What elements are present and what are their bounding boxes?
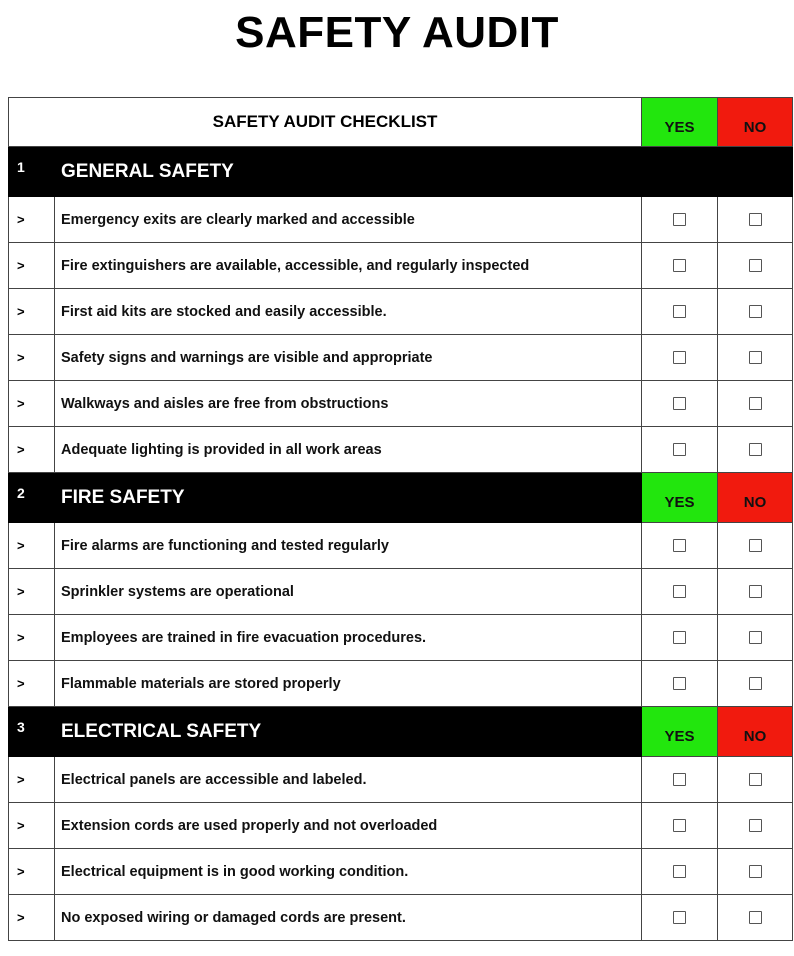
yes-checkbox[interactable] — [673, 443, 686, 456]
checklist-heading: SAFETY AUDIT CHECKLIST — [9, 98, 642, 147]
no-cell — [718, 661, 793, 707]
item-text: Emergency exits are clearly marked and accessible — [55, 197, 642, 243]
item-marker: > — [9, 803, 55, 849]
yes-checkbox[interactable] — [673, 259, 686, 272]
yes-checkbox[interactable] — [673, 819, 686, 832]
yes-checkbox[interactable] — [673, 585, 686, 598]
section-header-general-safety — [9, 147, 793, 197]
no-checkbox[interactable] — [749, 773, 762, 786]
section-number: 3 — [9, 707, 55, 757]
checklist-item-row — [9, 757, 793, 803]
yes-checkbox[interactable] — [673, 305, 686, 318]
yes-checkbox[interactable] — [673, 213, 686, 226]
section-number: 2 — [9, 473, 55, 523]
item-text: Fire alarms are functioning and tested regularly — [55, 523, 642, 569]
item-text: Electrical panels are accessible and labeled. — [55, 757, 642, 803]
yes-cell — [642, 661, 718, 707]
item-text: Fire extinguishers are available, accessible, and regularly inspected — [55, 243, 642, 289]
section-title: GENERAL SAFETY — [55, 147, 642, 197]
no-column-header: NO — [718, 707, 793, 757]
yes-checkbox[interactable] — [673, 911, 686, 924]
no-cell — [718, 427, 793, 473]
no-cell — [718, 757, 793, 803]
item-marker: > — [9, 197, 55, 243]
item-text: Safety signs and warnings are visible and appropriate — [55, 335, 642, 381]
item-marker: > — [9, 661, 55, 707]
yes-checkbox[interactable] — [673, 351, 686, 364]
checklist-item-row — [9, 523, 793, 569]
yes-checkbox[interactable] — [673, 773, 686, 786]
no-cell — [718, 523, 793, 569]
no-column-header: NO — [718, 473, 793, 523]
yes-cell — [642, 289, 718, 335]
item-text: Sprinkler systems are operational — [55, 569, 642, 615]
yes-cell — [642, 803, 718, 849]
checklist-item-row — [9, 895, 793, 941]
no-checkbox[interactable] — [749, 443, 762, 456]
safety-audit-table — [8, 97, 793, 941]
yes-checkbox[interactable] — [673, 397, 686, 410]
item-text: No exposed wiring or damaged cords are present. — [55, 895, 642, 941]
section-title: FIRE SAFETY — [55, 473, 642, 523]
section-header-blank — [718, 147, 793, 197]
yes-checkbox[interactable] — [673, 631, 686, 644]
yes-column-header: YES — [642, 473, 718, 523]
no-checkbox[interactable] — [749, 677, 762, 690]
no-cell — [718, 381, 793, 427]
item-marker: > — [9, 615, 55, 661]
no-checkbox[interactable] — [749, 819, 762, 832]
yes-column-header: YES — [642, 707, 718, 757]
checklist-item-row — [9, 243, 793, 289]
item-marker: > — [9, 335, 55, 381]
yes-cell — [642, 849, 718, 895]
item-marker: > — [9, 289, 55, 335]
yes-cell — [642, 197, 718, 243]
checklist-header-row — [9, 98, 793, 147]
checklist-item-row — [9, 427, 793, 473]
yes-cell — [642, 523, 718, 569]
section-header-fire-safety — [9, 473, 793, 523]
item-marker: > — [9, 569, 55, 615]
section-title: ELECTRICAL SAFETY — [55, 707, 642, 757]
no-cell — [718, 803, 793, 849]
no-checkbox[interactable] — [749, 397, 762, 410]
no-checkbox[interactable] — [749, 351, 762, 364]
no-cell — [718, 243, 793, 289]
item-marker: > — [9, 381, 55, 427]
item-text: Walkways and aisles are free from obstructions — [55, 381, 642, 427]
section-header-electrical-safety — [9, 707, 793, 757]
no-cell — [718, 895, 793, 941]
no-column-header: NO — [718, 98, 793, 147]
no-cell — [718, 569, 793, 615]
checklist-item-row — [9, 381, 793, 427]
checklist-item-row — [9, 615, 793, 661]
yes-cell — [642, 243, 718, 289]
no-checkbox[interactable] — [749, 259, 762, 272]
yes-cell — [642, 895, 718, 941]
no-checkbox[interactable] — [749, 539, 762, 552]
item-marker: > — [9, 523, 55, 569]
page-title: SAFETY AUDIT — [235, 8, 559, 57]
item-text: Employees are trained in fire evacuation procedures. — [55, 615, 642, 661]
item-marker: > — [9, 757, 55, 803]
item-marker: > — [9, 849, 55, 895]
yes-checkbox[interactable] — [673, 539, 686, 552]
yes-cell — [642, 615, 718, 661]
item-marker: > — [9, 895, 55, 941]
no-cell — [718, 197, 793, 243]
yes-checkbox[interactable] — [673, 865, 686, 878]
item-text: Electrical equipment is in good working condition. — [55, 849, 642, 895]
checklist-item-row — [9, 849, 793, 895]
item-marker: > — [9, 427, 55, 473]
no-checkbox[interactable] — [749, 911, 762, 924]
yes-cell — [642, 569, 718, 615]
yes-checkbox[interactable] — [673, 677, 686, 690]
no-cell — [718, 289, 793, 335]
yes-column-header: YES — [642, 98, 718, 147]
yes-cell — [642, 381, 718, 427]
checklist-item-row — [9, 335, 793, 381]
checklist-item-row — [9, 803, 793, 849]
no-checkbox[interactable] — [749, 631, 762, 644]
yes-cell — [642, 427, 718, 473]
yes-cell — [642, 757, 718, 803]
no-checkbox[interactable] — [749, 213, 762, 226]
item-text: Extension cords are used properly and not overloaded — [55, 803, 642, 849]
no-checkbox[interactable] — [749, 865, 762, 878]
yes-cell — [642, 335, 718, 381]
no-checkbox[interactable] — [749, 305, 762, 318]
checklist-item-row — [9, 661, 793, 707]
checklist-item-row — [9, 289, 793, 335]
item-text: Adequate lighting is provided in all work areas — [55, 427, 642, 473]
item-text: First aid kits are stocked and easily accessible. — [55, 289, 642, 335]
item-text: Flammable materials are stored properly — [55, 661, 642, 707]
item-marker: > — [9, 243, 55, 289]
checklist-item-row — [9, 569, 793, 615]
checklist-item-row — [9, 197, 793, 243]
no-checkbox[interactable] — [749, 585, 762, 598]
section-header-blank — [642, 147, 718, 197]
no-cell — [718, 335, 793, 381]
section-number: 1 — [9, 147, 55, 197]
no-cell — [718, 849, 793, 895]
no-cell — [718, 615, 793, 661]
